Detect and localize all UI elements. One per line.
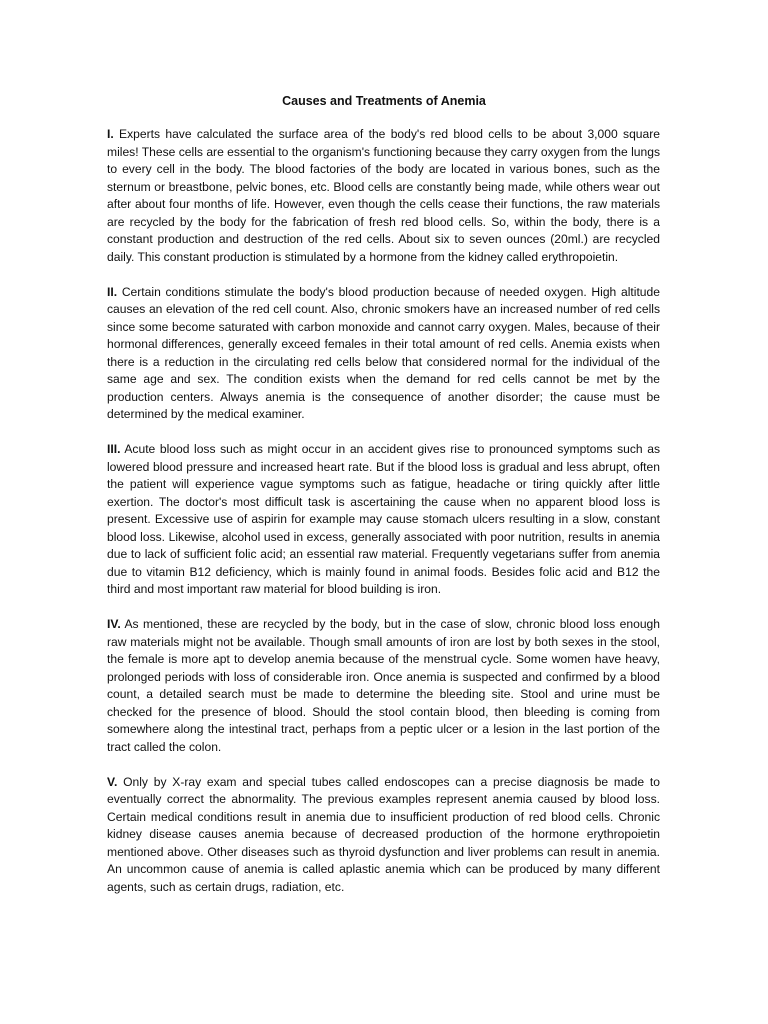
- paragraph-number: III.: [107, 442, 121, 456]
- paragraph-number: I.: [107, 127, 114, 141]
- document-title: Causes and Treatments of Anemia: [282, 94, 486, 108]
- paragraph-text: Acute blood loss such as might occur in an accident gives rise to pronounced symptoms such as lowered blood pressure and increased heart rate. But if the blood loss is gradual and less abrupt, often the patient will experience vague symptoms such as fatigue, headache or tiring quickly after little exertion. The doctor's most difficult task is ascertaining the cause when no apparent blood loss is present. Excessive use of aspirin for example may cause stomach ulcers resulting in a slow, constant blood loss. Likewise, alcohol used in excess, generally associated with poor nutrition, results in anemia due to lack of sufficient folic acid; an essential raw material. Frequently vegetarians suffer from anemia due to vitamin B12 deficiency, which is mainly found in animal foods. Besides folic acid and B12 the third and most important raw material for blood building is iron.: [107, 442, 660, 596]
- paragraph-3: [107, 441, 660, 599]
- paragraph-text: As mentioned, these are recycled by the body, but in the case of slow, chronic blood loss enough raw materials might not be available. Though small amounts of iron are lost by both sexes in the stool, the female is more apt to develop anemia because of the menstrual cycle. Some women have heavy, prolonged periods with loss of considerable iron. Once anemia is suspected and confirmed by a blood count, a detailed search must be made to determine the bleeding site. Stool and urine must be checked for the presence of blood. Should the stool contain blood, then bleeding is coming from somewhere along the intestinal tract, perhaps from a peptic ulcer or a lesion in the last portion of the tract called the colon.: [107, 617, 660, 754]
- paragraph-5: [107, 774, 660, 897]
- paragraph-number: IV.: [107, 617, 121, 631]
- paragraph-text: Only by X-ray exam and special tubes called endoscopes can a precise diagnosis be made to eventually correct the abnormality. The previous examples represent anemia caused by blood loss. Certain medical conditions result in anemia due to insufficient production of red blood cells. Chronic kidney disease causes anemia because of decreased production of the hormone erythropoietin mentioned above. Other diseases such as thyroid dysfunction and liver problems can result in anemia. An uncommon cause of anemia is called aplastic anemia which can be produced by many different agents, such as certain drugs, radiation, etc.: [107, 774, 660, 894]
- paragraph-number: V.: [107, 774, 118, 789]
- paragraph-4: [107, 616, 660, 756]
- paragraph-number: II.: [107, 284, 118, 299]
- paragraph-2: [107, 284, 660, 424]
- paragraph-text: Certain conditions stimulate the body's blood production because of needed oxygen. High altitude causes an elevation of the red cell count. Also, chronic smokers have an increased number of red cells since some become saturated with carbon monoxide and cannot carry oxygen. Males, because of their hormonal differences, generally exceed females in their total amount of red cells. Anemia exists when there is a reduction in the circulating red cells below that considered normal for the individual of the same age and sex. The condition exists when the demand for red cells cannot be met by the production centers. Always anemia is the consequence of another disorder; the cause must be determined by the medical examiner.: [107, 284, 660, 421]
- paragraph-1: [107, 126, 660, 266]
- paragraph-text: Experts have calculated the surface area of the body's red blood cells to be about 3,000 square miles! These cells are essential to the organism's functioning because they carry oxygen from the lungs to every cell in the body. The blood factories of the body are located in various bones, such as the sternum or breastbone, pelvic bones, etc. Blood cells are constantly being made, while others wear out after about four months of life. However, even though the cells cease their functions, the raw materials are recycled by the body for the fabrication of fresh red blood cells. So, within the body, there is a constant production and destruction of the red cells. About six to seven ounces (20ml.) are recycled daily. This constant production is stimulated by a hormone from the kidney called erythropoietin.: [107, 127, 660, 264]
- document-body: [107, 126, 660, 914]
